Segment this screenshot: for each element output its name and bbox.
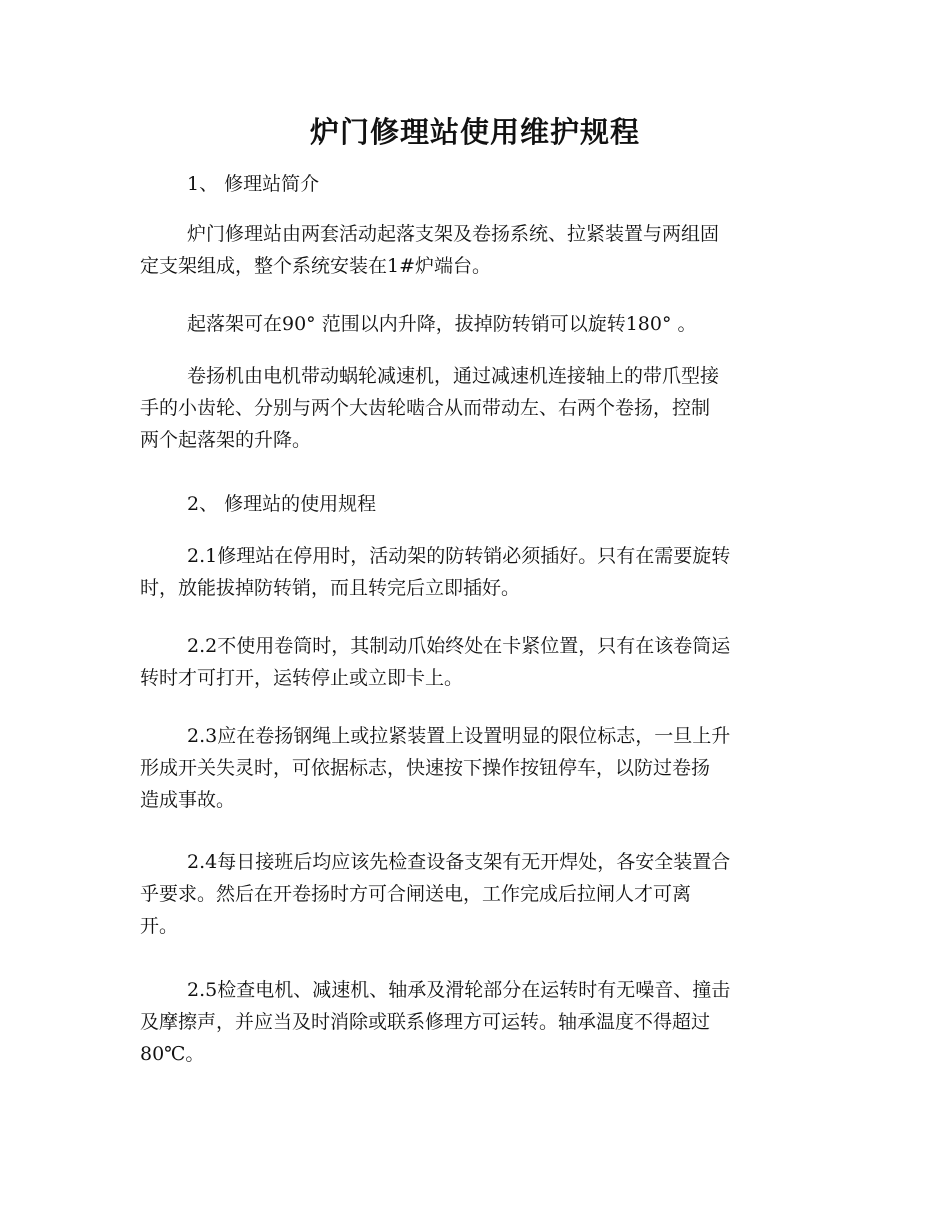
section-heading-1: 1、 修理站简介 [187, 173, 320, 195]
paragraph-line: 2.1修理站在停用时，活动架的防转销必须插好。只有在需要旋转 [187, 545, 731, 567]
paragraph-rule-2-2 [140, 630, 812, 694]
paragraph-rule-2-4 [140, 846, 812, 942]
paragraph-intro-3 [140, 360, 812, 456]
paragraph-line: 时，放能拔掉防转销，而且转完后立即插好。 [140, 577, 521, 599]
paragraph-line: 炉门修理站由两套活动起落支架及卷扬系统、拉紧装置与两组固 [187, 223, 720, 245]
paragraph-line: 两个起落架的升降。 [140, 429, 312, 451]
paragraph-line: 乎要求。然后在开卷扬时方可合闸送电，工作完成后拉闸人才可离 [140, 883, 692, 905]
paragraph-rule-2-1 [140, 540, 812, 604]
paragraph-line: 定支架组成，整个系统安装在1#炉端台。 [140, 255, 492, 277]
paragraph-line: 卷扬机由电机带动蜗轮减速机，通过减速机连接轴上的带爪型接 [187, 365, 720, 387]
paragraph-line: 及摩擦声，并应当及时消除或联系修理方可运转。轴承温度不得超过 [140, 1011, 711, 1033]
section-heading-2: 2、 修理站的使用规程 [187, 493, 377, 515]
paragraph-line: 2.2不使用卷筒时，其制动爪始终处在卡紧位置，只有在该卷筒运 [187, 635, 731, 657]
paragraph-intro-2 [140, 308, 812, 340]
paragraph-line: 转时才可打开，运转停止或立即卡上。 [140, 667, 464, 689]
paragraph-intro-1 [140, 218, 812, 282]
paragraph-line: 手的小齿轮、分别与两个大齿轮啮合从而带动左、右两个卷扬，控制 [140, 397, 711, 419]
paragraph-line: 80℃。 [140, 1043, 205, 1065]
paragraph-line: 2.5检查电机、减速机、轴承及滑轮部分在运转时有无噪音、撞击 [187, 979, 731, 1001]
paragraph-line: 2.3应在卷扬钢绳上或拉紧装置上设置明显的限位标志，一旦上升 [187, 725, 731, 747]
paragraph-line: 2.4每日接班后均应该先检查设备支架有无开焊处，各安全装置合 [187, 851, 731, 873]
paragraph-line: 起落架可在90° 范围以内升降，拔掉防转销可以旋转180° 。 [187, 313, 697, 335]
paragraph-line: 形成开关失灵时，可依据标志，快速按下操作按钮停车，以防过卷扬 [140, 757, 711, 779]
paragraph-rule-2-3 [140, 720, 812, 816]
paragraph-line: 开。 [140, 915, 179, 937]
paragraph-rule-2-5 [140, 974, 812, 1070]
paragraph-line: 造成事故。 [140, 789, 236, 811]
document-title: 炉门修理站使用维护规程 [309, 115, 640, 149]
